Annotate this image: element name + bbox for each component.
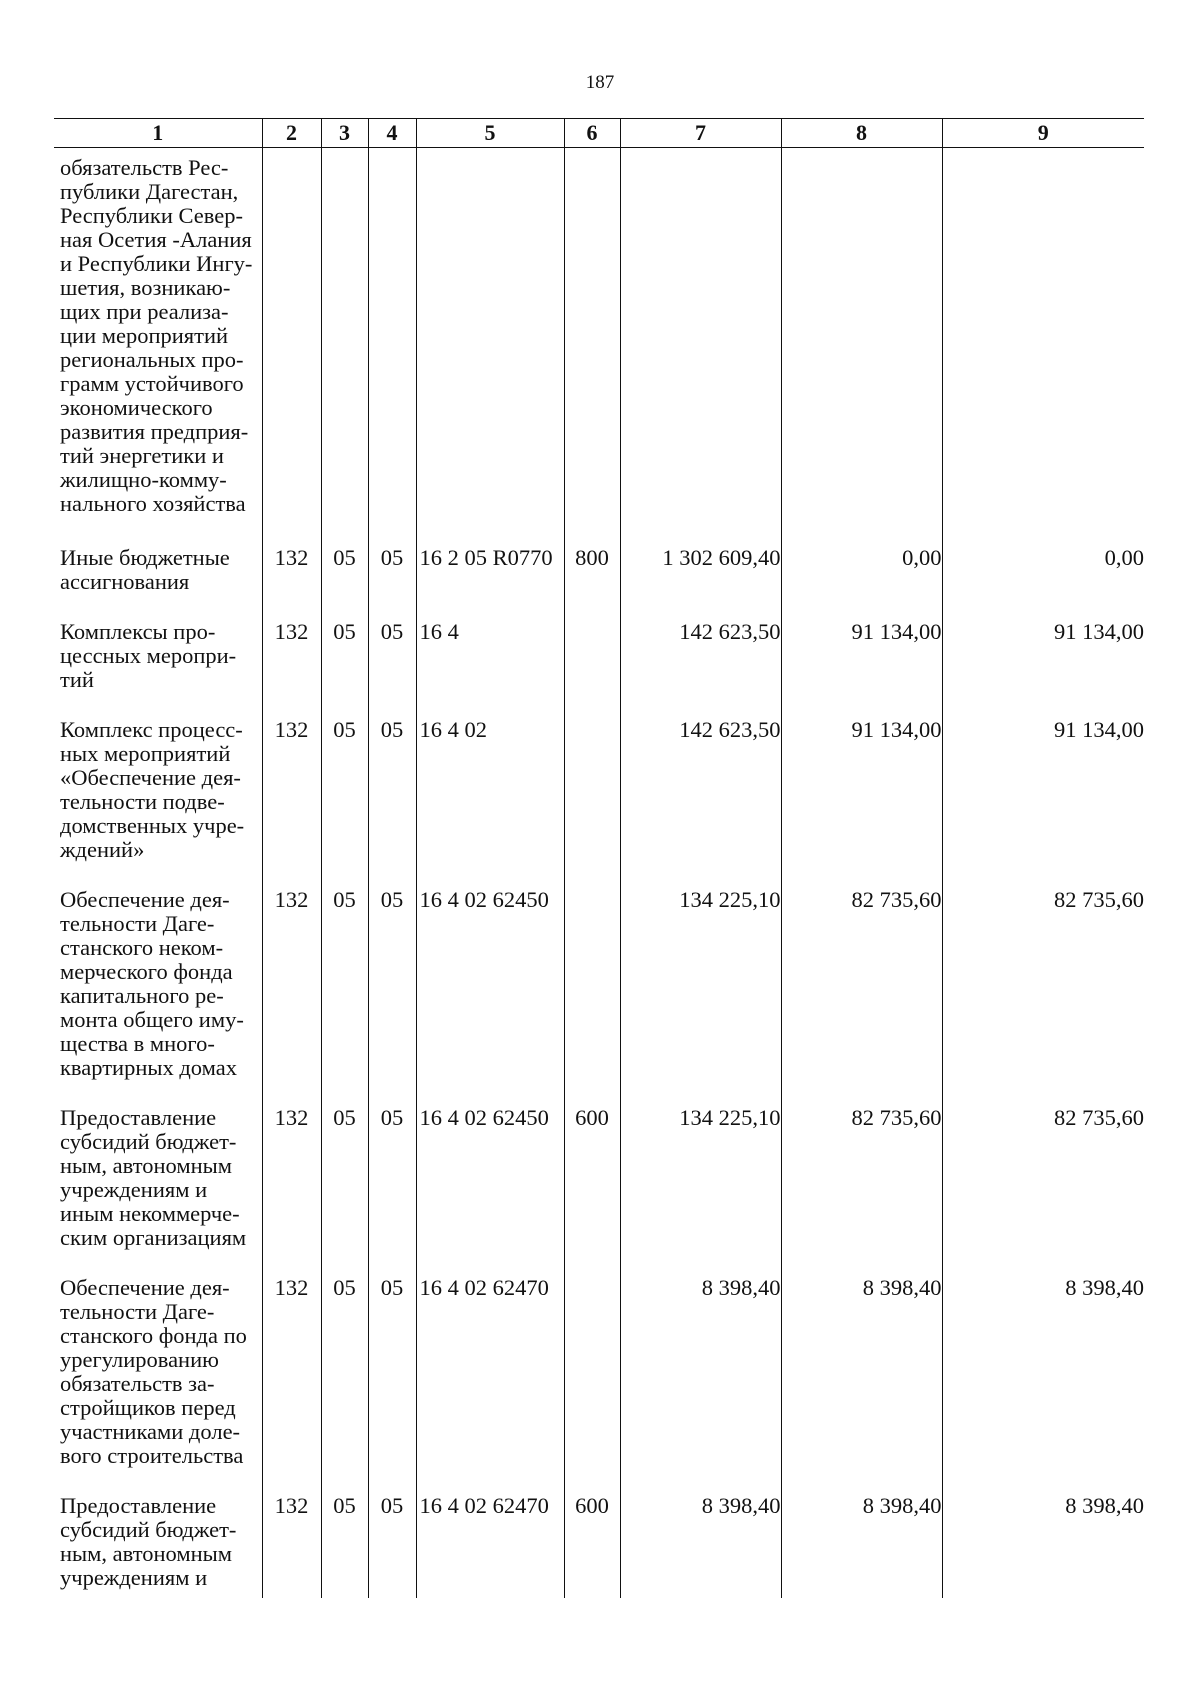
column-header-7: 7 (620, 119, 781, 148)
row-name-line: тий (60, 667, 94, 692)
row-name-line: монта общего иму- (60, 1007, 244, 1032)
row-name-line: субсидий бюджет- (60, 1517, 237, 1542)
row-name-line: станского фонда по (60, 1323, 247, 1348)
table-row (54, 718, 1144, 888)
expense-type-cell (564, 1276, 620, 1494)
ministry-code-cell: 132 (262, 888, 321, 1106)
section-code-cell: 05 (321, 718, 368, 888)
expense-type-cell (564, 718, 620, 888)
row-name-line: Комплексы про- (60, 619, 216, 644)
target-article-cell: 16 4 02 (416, 718, 564, 888)
row-name-line: капитального ре- (60, 983, 224, 1008)
row-name-cell (54, 148, 262, 543)
row-name-line: ассигнования (60, 569, 190, 594)
amount-year2-cell: 82 735,60 (781, 1106, 942, 1276)
row-name-line: учреждениям и (60, 1565, 208, 1590)
table-row (54, 1494, 1144, 1598)
ministry-code-cell: 132 (262, 1106, 321, 1276)
row-name-line: цессных меропри- (60, 643, 237, 668)
row-name-line: щих при реализа- (60, 299, 229, 324)
row-name-line: ным, автономным (60, 1153, 232, 1178)
column-header-8: 8 (781, 119, 942, 148)
target-article-cell (416, 148, 564, 543)
subsection-code-cell: 05 (368, 1276, 416, 1494)
row-name-line: развития предприя- (60, 419, 249, 444)
row-name-line: ским организациям (60, 1225, 247, 1250)
row-name-line: щества в много- (60, 1031, 215, 1056)
amount-year3-cell: 91 134,00 (942, 620, 1144, 718)
amount-year1-cell: 1 302 609,40 (620, 542, 781, 620)
amount-year1-cell: 8 398,40 (620, 1494, 781, 1598)
row-name-line: Обеспечение дея- (60, 887, 230, 912)
expense-type-cell: 800 (564, 542, 620, 620)
column-header-9: 9 (942, 119, 1144, 148)
section-code-cell: 05 (321, 542, 368, 620)
row-name-cell (54, 1276, 262, 1494)
row-name-line: Предоставление (60, 1105, 217, 1130)
amount-year3-cell: 82 735,60 (942, 888, 1144, 1106)
expense-type-cell (564, 148, 620, 543)
target-article-cell: 16 4 02 62450 (416, 1106, 564, 1276)
amount-year1-cell: 134 225,10 (620, 1106, 781, 1276)
row-name-line: Обеспечение дея- (60, 1275, 230, 1300)
row-name-line: шетия, возникаю- (60, 275, 231, 300)
subsection-code-cell: 05 (368, 888, 416, 1106)
row-name-line: обязательств Рес- (60, 155, 229, 180)
target-article-cell: 16 2 05 R0770 (416, 542, 564, 620)
amount-year2-cell: 82 735,60 (781, 888, 942, 1106)
row-name-line: Комплекс процесс- (60, 717, 243, 742)
subsection-code-cell: 05 (368, 542, 416, 620)
table-header (54, 119, 1144, 148)
row-name-line: тельности Даге- (60, 911, 215, 936)
row-name-line: ных мероприятий (60, 741, 231, 766)
row-name-line: грамм устойчивого (60, 371, 244, 396)
amount-year2-cell: 8 398,40 (781, 1276, 942, 1494)
expense-type-cell: 600 (564, 1494, 620, 1598)
amount-year2-cell: 8 398,40 (781, 1494, 942, 1598)
row-name-line: Иные бюджетные (60, 545, 230, 570)
row-name-line: участниками доле- (60, 1419, 241, 1444)
target-article-cell: 16 4 02 62470 (416, 1276, 564, 1494)
section-code-cell: 05 (321, 620, 368, 718)
table-row (54, 148, 1144, 543)
target-article-cell: 16 4 (416, 620, 564, 718)
column-header-4: 4 (368, 119, 416, 148)
amount-year2-cell: 91 134,00 (781, 620, 942, 718)
row-name-line: ции мероприятий (60, 323, 229, 348)
subsection-code-cell: 05 (368, 620, 416, 718)
row-name-line: вого строительства (60, 1443, 244, 1468)
row-name-line: жилищно-комму- (60, 467, 227, 492)
table-row (54, 542, 1144, 620)
amount-year1-cell: 134 225,10 (620, 888, 781, 1106)
amount-year1-cell: 142 623,50 (620, 620, 781, 718)
row-name-cell (54, 542, 262, 620)
amount-year2-cell: 91 134,00 (781, 718, 942, 888)
target-article-cell: 16 4 02 62450 (416, 888, 564, 1106)
row-name-line: тельности Даге- (60, 1299, 215, 1324)
row-name-line: «Обеспечение дея- (60, 765, 241, 790)
amount-year3-cell: 0,00 (942, 542, 1144, 620)
subsection-code-cell: 05 (368, 1494, 416, 1598)
row-name-line: урегулированию (60, 1347, 219, 1372)
row-name-line: и Республики Ингу- (60, 251, 253, 276)
expense-type-cell (564, 888, 620, 1106)
amount-year3-cell: 8 398,40 (942, 1494, 1144, 1598)
row-name-cell (54, 620, 262, 718)
row-name-line: Предоставление (60, 1493, 217, 1518)
column-header-5: 5 (416, 119, 564, 148)
ministry-code-cell (262, 148, 321, 543)
subsection-code-cell: 05 (368, 1106, 416, 1276)
ministry-code-cell: 132 (262, 620, 321, 718)
row-name-line: Республики Север- (60, 203, 243, 228)
amount-year2-cell: 0,00 (781, 542, 942, 620)
amount-year1-cell: 142 623,50 (620, 718, 781, 888)
section-code-cell: 05 (321, 888, 368, 1106)
row-name-line: станского неком- (60, 935, 224, 960)
target-article-cell: 16 4 02 62470 (416, 1494, 564, 1598)
section-code-cell: 05 (321, 1494, 368, 1598)
budget-table (54, 118, 1144, 1598)
row-name-line: домственных учре- (60, 813, 245, 838)
column-header-1: 1 (54, 119, 262, 148)
ministry-code-cell: 132 (262, 718, 321, 888)
row-name-line: учреждениям и (60, 1177, 208, 1202)
row-name-cell (54, 1106, 262, 1276)
row-name-line: тельности подве- (60, 789, 225, 814)
page-number: 187 (585, 72, 615, 93)
table-row (54, 620, 1144, 718)
amount-year3-cell: 91 134,00 (942, 718, 1144, 888)
table-body (54, 148, 1144, 1599)
subsection-code-cell: 05 (368, 718, 416, 888)
ministry-code-cell: 132 (262, 1276, 321, 1494)
row-name-line: ждений» (60, 837, 145, 862)
row-name-line: экономического (60, 395, 213, 420)
row-name-line: региональных про- (60, 347, 244, 372)
row-name-line: квартирных домах (60, 1055, 237, 1080)
header-row (54, 119, 1144, 148)
amount-year3-cell (942, 148, 1144, 543)
row-name-cell (54, 718, 262, 888)
subsection-code-cell (368, 148, 416, 543)
amount-year2-cell (781, 148, 942, 543)
row-name-line: ным, автономным (60, 1541, 232, 1566)
row-name-line: субсидий бюджет- (60, 1129, 237, 1154)
row-name-line: нального хозяйства (60, 491, 246, 516)
expense-type-cell (564, 620, 620, 718)
row-name-line: публики Дагестан, (60, 179, 239, 204)
column-header-2: 2 (262, 119, 321, 148)
section-code-cell (321, 148, 368, 543)
column-header-3: 3 (321, 119, 368, 148)
ministry-code-cell: 132 (262, 1494, 321, 1598)
row-name-line: ная Осетия -Алания (60, 227, 252, 252)
row-name-line: обязательств за- (60, 1371, 215, 1396)
section-code-cell: 05 (321, 1106, 368, 1276)
amount-year3-cell: 82 735,60 (942, 1106, 1144, 1276)
row-name-line: тий энергетики и (60, 443, 224, 468)
row-name-line: стройщиков перед (60, 1395, 236, 1420)
amount-year1-cell: 8 398,40 (620, 1276, 781, 1494)
expense-type-cell: 600 (564, 1106, 620, 1276)
table-row (54, 1276, 1144, 1494)
table-row (54, 1106, 1144, 1276)
row-name-cell (54, 1494, 262, 1598)
amount-year1-cell (620, 148, 781, 543)
row-name-line: мерческого фонда (60, 959, 233, 984)
ministry-code-cell: 132 (262, 542, 321, 620)
section-code-cell: 05 (321, 1276, 368, 1494)
amount-year3-cell: 8 398,40 (942, 1276, 1144, 1494)
row-name-line: иным некоммерче- (60, 1201, 240, 1226)
column-header-6: 6 (564, 119, 620, 148)
row-name-cell (54, 888, 262, 1106)
table-row (54, 888, 1144, 1106)
